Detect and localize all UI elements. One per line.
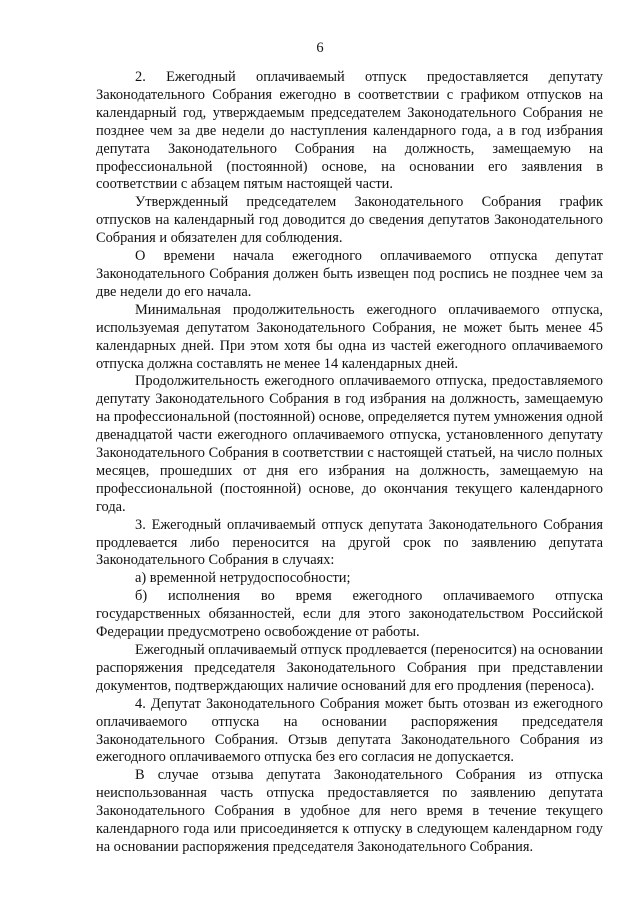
paragraph-extension-cases: 3. Ежегодный оплачиваемый отпуск депутата Законодательного Собрания продлевается либо переносится на другой срок по заявлению депутата Законодательного Собрания в случаях:	[96, 516, 603, 569]
list-item-a: а) временной нетрудоспособности;	[135, 570, 351, 587]
paragraph-election-year-duration: Продолжительность ежегодного оплачиваемого отпуска, предоставляемого депутату Законодательного Собрания в год избрания на должность, замещаемую на профессиональной (постоянной) основе, определяется путем умножения одной двенадцатой части ежегодного оплачиваемого отпуска, установленного депутату Законодательного Собрания в соответствии с настоящей статьей, на число полных месяцев, прошедших от дня его избрания на должность, замещаемую на профессиональной (постоянной) основе, до окончания текущего календарного года.	[96, 373, 603, 515]
paragraph-vacation-schedule: 2. Ежегодный оплачиваемый отпуск предоставляется депутату Законодательного Собрания ежегодно в соответствии с графиком отпусков на календарный год, утверждаемым председателем Законодательного Собрания не позднее чем за две недели до наступления календарного года, а в год избрания депутата Законодательного Собрания на должность, замещаемую на профессиональной (постоянной) основе, на основании его заявления в соответствии с абзацем пятым настоящей части.	[96, 69, 603, 193]
list-item-b: б) исполнения во время ежегодного оплачиваемого отпуска государственных обязанностей, если для этого законодательством Российской Федерации предусмотрено освобождение от работы.	[96, 588, 603, 641]
paragraph-minimum-duration: Минимальная продолжительность ежегодного оплачиваемого отпуска, используемая депутатом Законодательного Собрания, не может быть менее 45 календарных дней. При этом хотя бы одна из частей ежегодного оплачиваемого отпуска должна составлять не менее 14 календарных дней.	[96, 301, 603, 372]
paragraph-schedule-notification: Утвержденный председателем Законодательного Собрания график отпусков на календарный год доводится до сведения депутатов Законодательного Собрания и обязателен для соблюдения.	[96, 194, 603, 247]
document-body	[96, 69, 603, 857]
paragraph-start-notice: О времени начала ежегодного оплачиваемого отпуска депутат Законодательного Собрания должен быть извещен под роспись не позднее чем за две недели до его начала.	[96, 248, 603, 300]
paragraph-extension-order: Ежегодный оплачиваемый отпуск продлевается (переносится) на основании распоряжения председателя Законодательного Собрания при представлении документов, подтверждающих наличие оснований для его продления (переноса).	[96, 642, 603, 694]
page-number: 6	[316, 40, 324, 56]
paragraph-recall: 4. Депутат Законодательного Собрания может быть отозван из ежегодного оплачиваемого отпуска на основании распоряжения председателя Законодательного Собрания. Отзыв депутата Законодательного Собрания из ежегодного оплачиваемого отпуска без его согласия не допускается.	[96, 695, 603, 766]
paragraph-unused-part: В случае отзыва депутата Законодательного Собрания из отпуска неиспользованная часть отпуска предоставляется по заявлению депутата Законодательного Собрания в удобное для него время в течение текущего календарного года или присоединяется к отпуску в следующем календарном году на основании распоряжения председателя Законодательного Собрания.	[96, 767, 603, 855]
